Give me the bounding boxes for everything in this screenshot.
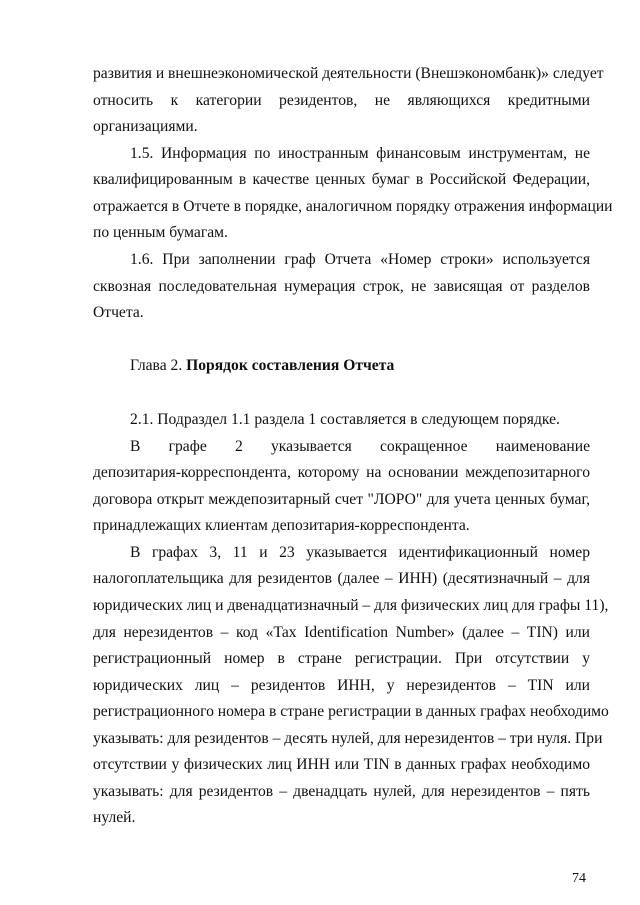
paragraph-line: юридических лиц и двенадцатизначный – для физических лиц для графы 11), — [93, 597, 609, 614]
paragraph-line: 1.5. Информация по иностранным финансовым инструментам, не — [130, 145, 590, 162]
paragraph-line: налогоплательщика для резидентов (далее – ИНН) (десятизначный – для — [93, 570, 590, 587]
chapter-heading — [130, 356, 590, 376]
paragraph-line: сквозная последовательная нумерация строк, не зависящая от разделов — [93, 278, 590, 295]
paragraph-line: организациями. — [93, 118, 198, 135]
paragraph-line: Отчета. — [93, 304, 144, 321]
paragraph-line: депозитария-корреспондента, которому на основании междепозитарного — [93, 464, 590, 481]
paragraph-line: 2.1. Подраздел 1.1 раздела 1 составляется в следующем порядке. — [130, 411, 560, 428]
paragraph-line: договора открыт междепозитарный счет "ЛОРО" для учета ценных бумаг, — [93, 491, 590, 508]
paragraph-line: 1.6. При заполнении граф Отчета «Номер строки» используется — [130, 251, 590, 268]
paragraph-line: относить к категории резидентов, не являющихся кредитными — [93, 92, 590, 109]
paragraph-line: регистрационного номера в стране регистрации в данных графах необходимо — [93, 703, 609, 720]
paragraph-line: нулей. — [93, 809, 136, 826]
page-number: 74 — [572, 871, 586, 886]
paragraph-line: развития и внешнеэкономической деятельности (Внешэкономбанк)» следует — [93, 65, 604, 82]
paragraph-line: отсутствии у физических лиц ИНН или TIN в данных графах необходимо — [93, 756, 590, 773]
paragraph-line: указывать: для резидентов – двенадцать нулей, для нерезидентов – пять — [93, 783, 590, 800]
chapter-number: Глава 2. — [130, 357, 183, 374]
paragraph-line: В графе 2 указывается сокращенное наименование — [130, 438, 590, 455]
paragraph-line: В графах 3, 11 и 23 указывается идентификационный номер — [130, 544, 590, 561]
paragraph-line: квалифицированным в качестве ценных бумаг в Российской Федерации, — [93, 171, 590, 188]
paragraph-line: указывать: для резидентов – десять нулей, для нерезидентов – три нуля. При — [93, 730, 603, 747]
paragraph-line: принадлежащих клиентам депозитария-корреспондента. — [93, 517, 470, 534]
paragraph-line: регистрационный номер в стране регистрации. При отсутствии у — [93, 650, 590, 667]
paragraph-line: для нерезидентов – код «Tax Identification Number» (далее – TIN) или — [93, 624, 590, 641]
paragraph-line: юридических лиц – резидентов ИНН, у нерезидентов – TIN или — [93, 677, 590, 694]
paragraph-line: отражается в Отчете в порядке, аналогичном порядку отражения информации — [93, 198, 613, 215]
chapter-title: Порядок составления Отчета — [186, 357, 395, 374]
paragraph-line: по ценным бумагам. — [93, 224, 228, 241]
